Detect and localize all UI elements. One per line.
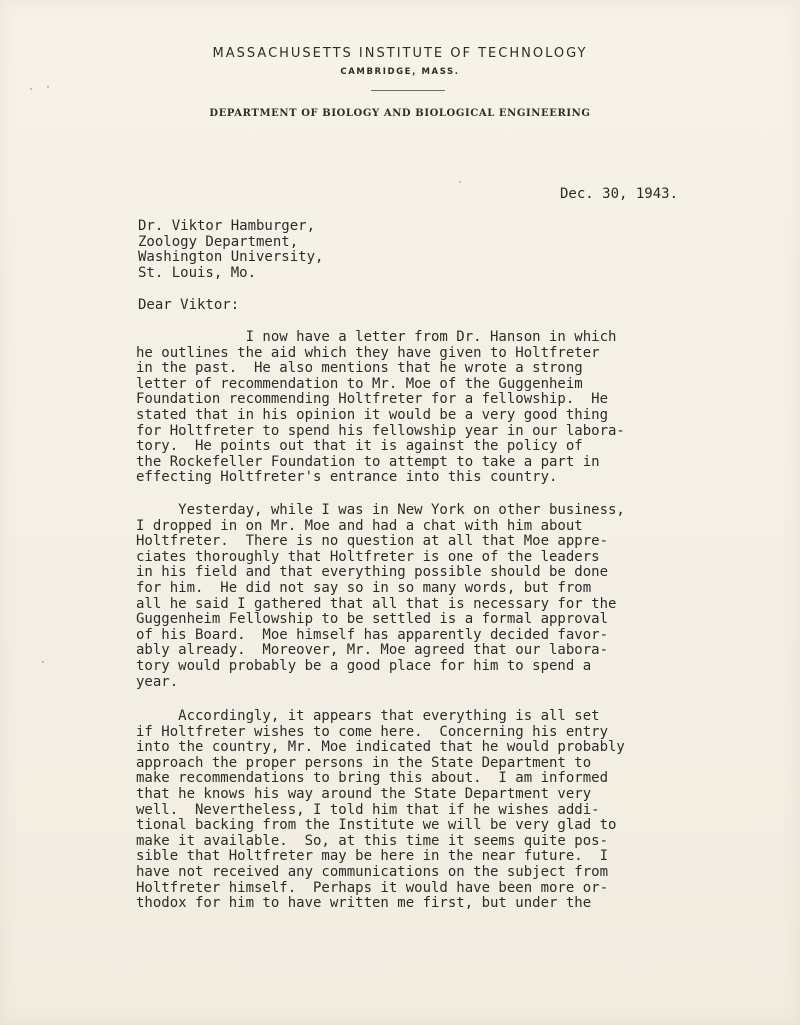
letterhead-divider	[371, 90, 445, 91]
paper-speck	[42, 661, 44, 663]
recipient-address: Dr. Viktor Hamburger, Zoology Department, Washington University, St. Louis, Mo.	[138, 218, 324, 281]
letter-date: Dec. 30, 1943.	[560, 186, 679, 202]
paper-speck	[30, 88, 32, 90]
letterhead-department: DEPARTMENT OF BIOLOGY AND BIOLOGICAL ENGINEERING	[209, 108, 591, 119]
letterhead-city: CAMBRIDGE, MASS.	[340, 67, 460, 77]
letterhead-institution: MASSACHUSETTS INSTITUTE OF TECHNOLOGY	[212, 46, 588, 61]
paper-speck	[459, 181, 461, 183]
salutation: Dear Viktor:	[138, 297, 240, 313]
paper-speck	[47, 86, 49, 88]
body-paragraph-1: I now have a letter from Dr. Hanson in which he outlines the aid which they have given to Holtfreter in the past. He also mentions that he wrote a strong letter of recommendation to Mr. Moe of the Guggenheim Foundation recommending Holtfreter for a fellowship. He stated that in his opinion it would be a very good thing for Holtfreter to spend his fellowship year in our labora- tory. He points out that it is against the policy of the Rockefeller Foundation to attempt to take a part in effecting Holtfreter's entrance into this country.	[136, 329, 625, 486]
body-paragraph-3: Accordingly, it appears that everything is all set if Holtfreter wishes to come here. Concerning his entry into the country, Mr. Moe indicated that he would probably approach the proper persons in the State Department to make recommendations to bring this about. I am informed that he knows his way around the State Department very well. Nevertheless, I told him that if he wishes addi- tional backing from the Institute we will be very glad to make it available. So, at this time it seems quite pos- sible that Holtfreter may be here in the near future. I have not received any communications on the subject from Holtfreter himself. Perhaps it would have been more or- thodox for him to have written me first, but under the	[136, 708, 625, 912]
body-paragraph-2: Yesterday, while I was in New York on other business, I dropped in on Mr. Moe and had a chat with him about Holtfreter. There is no question at all that Moe appre- ciates thoroughly that Holtfreter is one of the leaders in his field and that everything possible should be done for him. He did not say so in so many words, but from all he said I gathered that all that is necessary for the Guggenheim Fellowship to be settled is a formal approval of his Board. Moe himself has apparently decided favor- ably already. Moreover, Mr. Moe agreed that our labora- tory would probably be a good place for him to spend a year.	[136, 502, 625, 690]
